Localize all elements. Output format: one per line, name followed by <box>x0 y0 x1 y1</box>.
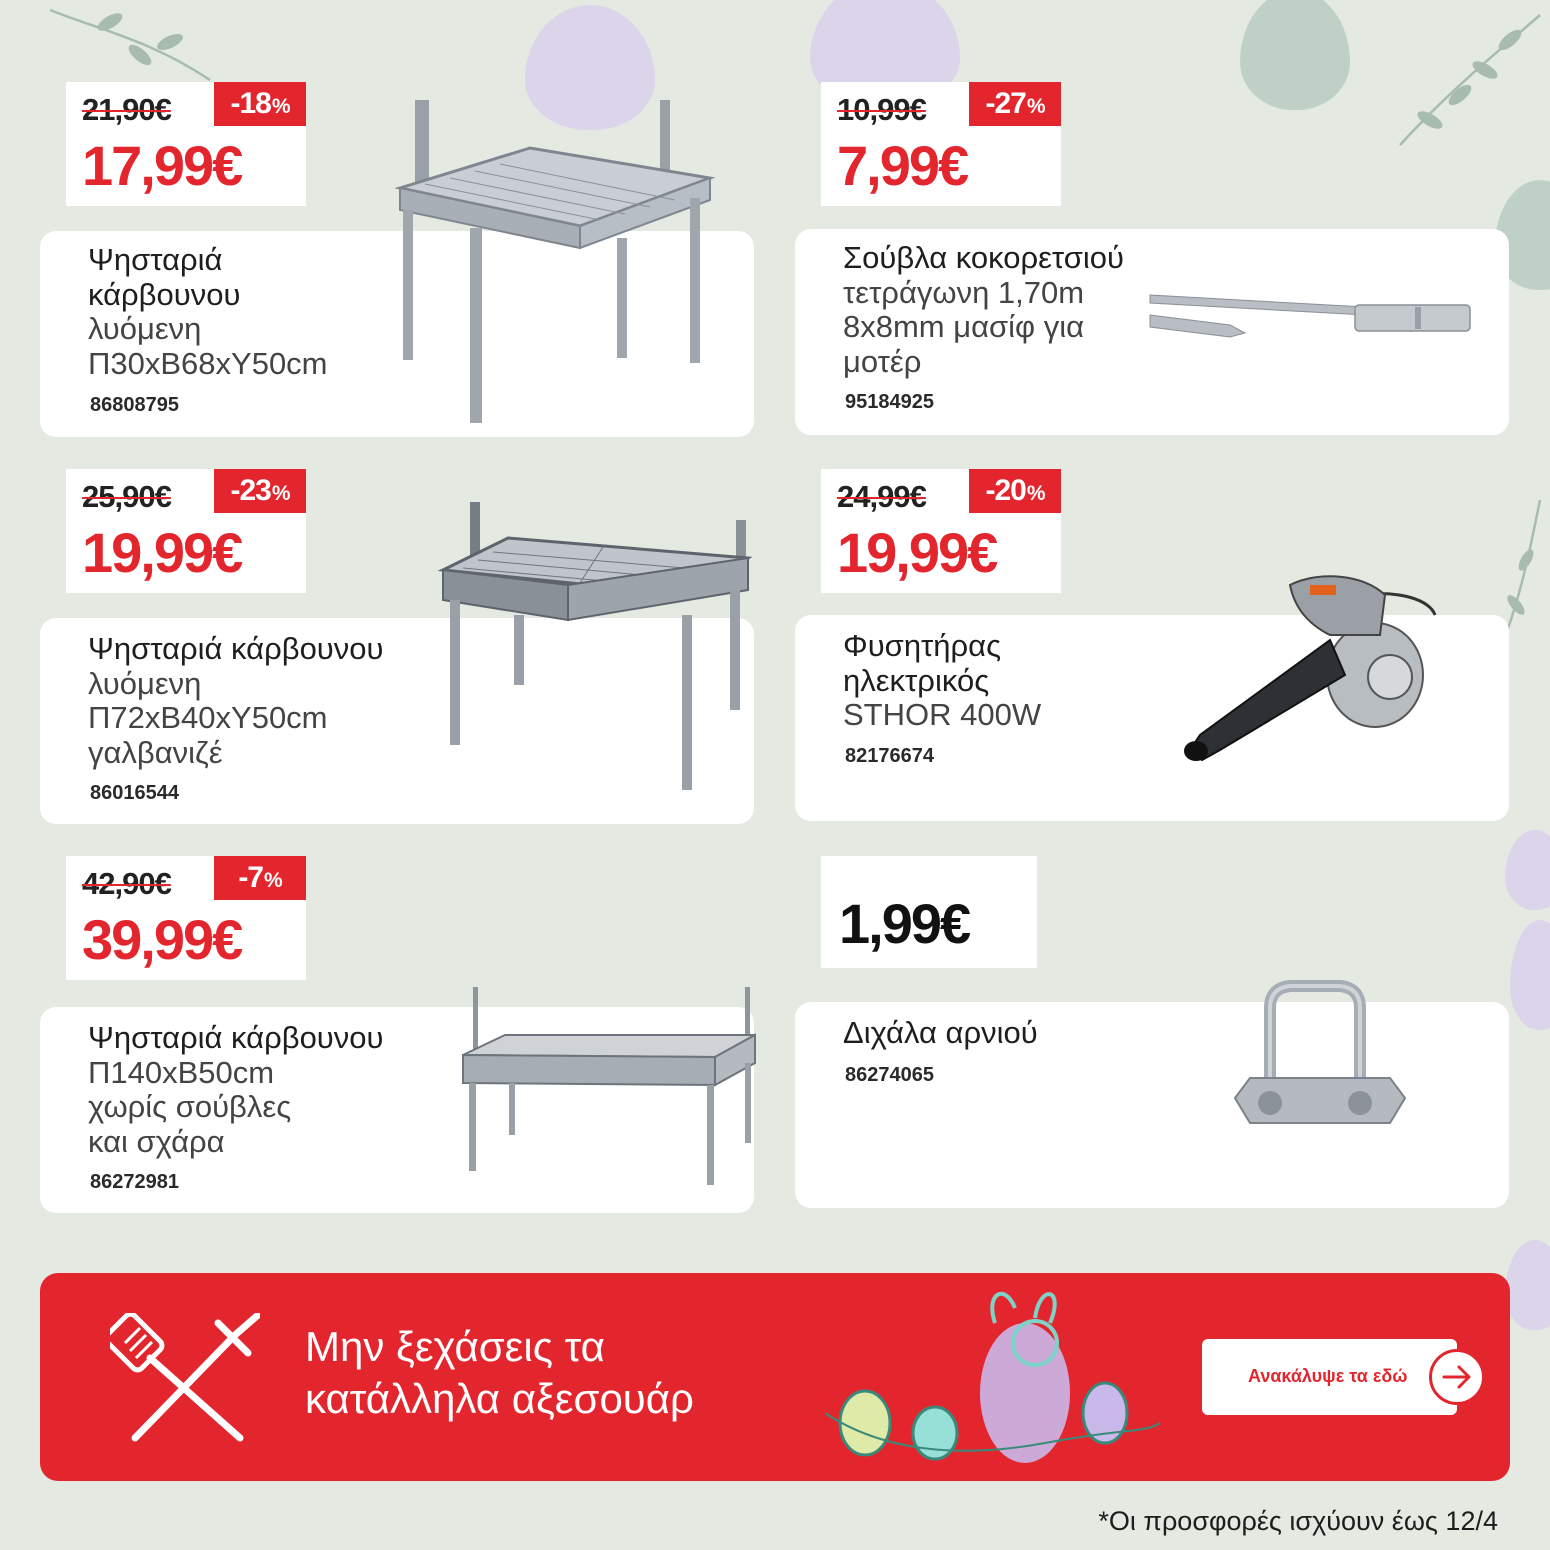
new-price: 17,99€ <box>82 134 242 197</box>
desc-line: λυόμενη <box>88 665 202 701</box>
product-sku: 86016544 <box>90 782 179 804</box>
discover-button-label: Ανακάλυψε τα εδώ <box>1248 1366 1408 1386</box>
discount-percent-sign: % <box>271 482 290 505</box>
discount-value: -20 <box>985 474 1026 507</box>
banner-line: Μην ξεχάσεις τα <box>305 1323 605 1370</box>
desc-line: χωρίς σούβλες <box>88 1089 292 1124</box>
grill-image <box>438 500 758 795</box>
title-line: ηλεκτρικός <box>843 662 990 698</box>
discount-value: -27 <box>985 87 1026 120</box>
product-sku: 95184925 <box>845 391 934 413</box>
new-price: 19,99€ <box>82 521 242 584</box>
desc-line: τετράγωνη 1,70m <box>843 274 1085 310</box>
discount-percent-sign: % <box>264 869 282 892</box>
title-line: Ψησταριά <box>88 242 223 277</box>
banner-line: κατάλληλα αξεσουάρ <box>305 1375 694 1422</box>
banner-text <box>305 1321 805 1425</box>
product-title <box>843 1016 1223 1051</box>
desc-line: Π30xΒ68xΥ50cm <box>88 345 328 381</box>
product-title <box>88 1021 488 1159</box>
old-price: 42,90€ <box>82 866 171 901</box>
decor-egg <box>1505 1240 1550 1330</box>
decor-branch-left <box>40 0 220 90</box>
decor-egg <box>1240 0 1350 110</box>
price-box <box>821 469 1061 593</box>
old-price: 10,99€ <box>837 92 926 127</box>
new-price: 39,99€ <box>82 908 242 971</box>
product-sku: 86808795 <box>90 394 179 416</box>
discount-badge <box>969 469 1061 513</box>
discount-badge <box>214 469 306 513</box>
title-line: Ψησταριά κάρβουνου <box>88 631 384 666</box>
price: 1,99€ <box>839 892 970 955</box>
product-sku: 82176674 <box>845 745 934 767</box>
title-line: Διχάλα αρνιού <box>843 1015 1038 1050</box>
discover-button[interactable] <box>1202 1339 1457 1415</box>
desc-line: μοτέρ <box>843 343 922 379</box>
promo-banner <box>40 1273 1510 1481</box>
desc-line: γαλβανιζέ <box>88 734 223 770</box>
desc-line: 8x8mm μασίφ για <box>843 309 1085 344</box>
new-price: 7,99€ <box>837 134 968 197</box>
product-title <box>843 629 1223 733</box>
grill-image <box>395 98 715 428</box>
discount-value: -18 <box>230 87 271 120</box>
utensils-icon <box>110 1313 260 1443</box>
product-sku: 86274065 <box>845 1064 934 1086</box>
title-line: Ψησταριά κάρβουνου <box>88 1020 384 1055</box>
discount-badge <box>969 82 1061 126</box>
desc-line: Π72xΒ40xΥ50cm <box>88 700 328 735</box>
footnote: *Οι προσφορές ισχύουν έως 12/4 <box>1098 1506 1498 1536</box>
discount-badge <box>214 856 306 900</box>
arrow-right-icon[interactable] <box>1429 1349 1485 1405</box>
product-sku: 86272981 <box>90 1171 179 1193</box>
discount-value: -7 <box>238 861 263 894</box>
price-box <box>821 856 1037 968</box>
discount-percent-sign: % <box>1026 95 1045 118</box>
price-box <box>66 856 306 980</box>
discount-value: -23 <box>230 474 271 507</box>
old-price: 25,90€ <box>82 479 171 514</box>
desc-line: Π140xΒ50cm <box>88 1054 275 1090</box>
discount-percent-sign: % <box>271 95 290 118</box>
title-line: κάρβουνου <box>88 276 241 312</box>
new-price: 19,99€ <box>837 521 997 584</box>
desc-line: και σχάρα <box>88 1123 225 1159</box>
product-title <box>88 632 488 770</box>
lamb-fork-image <box>1230 978 1410 1138</box>
price-box <box>821 82 1061 206</box>
desc-line: λυόμενη <box>88 311 202 346</box>
desc-line: STHOR 400W <box>843 697 1042 732</box>
skewer-image <box>1145 285 1475 350</box>
discount-badge <box>214 82 306 126</box>
decor-egg <box>1510 920 1550 1030</box>
decor-branch-right <box>1390 10 1550 150</box>
leaf-blower-image <box>1180 565 1440 765</box>
title-line: Σούβλα κοκορετσιού <box>843 240 1124 275</box>
title-line: Φυσητήρας <box>843 628 1002 663</box>
decor-egg <box>1505 830 1550 910</box>
old-price: 21,90€ <box>82 92 171 127</box>
old-price: 24,99€ <box>837 479 926 514</box>
price-box <box>66 469 306 593</box>
price-box <box>66 82 306 206</box>
easter-bunny-illustration <box>825 1283 1165 1473</box>
discount-percent-sign: % <box>1026 482 1045 505</box>
grill-image <box>455 985 760 1190</box>
